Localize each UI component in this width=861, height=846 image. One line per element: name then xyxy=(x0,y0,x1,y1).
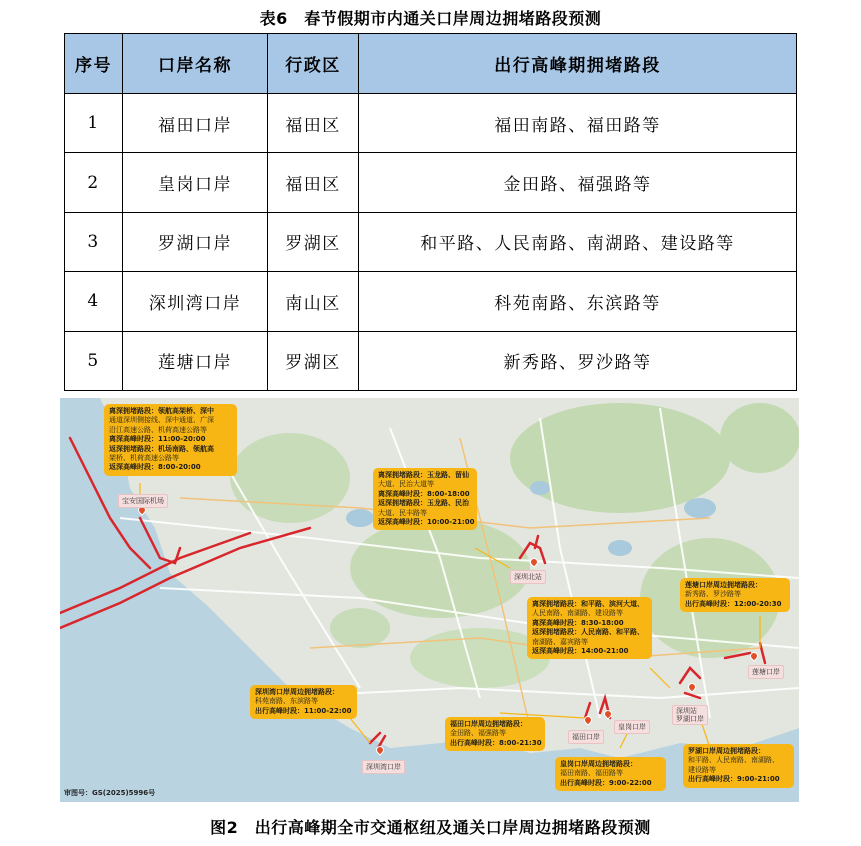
callout-line: 出行高峰时段：8:00-21:30 xyxy=(450,738,542,747)
callout-line: 架桥、机荷高速公路等 xyxy=(109,454,179,463)
callout-line: 科苑南路、东滨路等 xyxy=(255,697,318,706)
callout-line: 离深高峰时段：8:30-18:00 xyxy=(532,618,624,627)
cell-port: 福田口岸 xyxy=(123,94,268,153)
col-header-port: 口岸名称 xyxy=(123,34,268,94)
place-label-north-station: 深圳北站 xyxy=(510,570,546,584)
callout-line: 南湖路、嘉宾路等 xyxy=(532,637,588,646)
cell-port: 罗湖口岸 xyxy=(123,212,268,271)
reservoir xyxy=(684,498,716,518)
callout-line: 出行高峰时段：9:00-21:00 xyxy=(688,775,780,784)
map-approval-number: 审图号：GS(2025)5996号 xyxy=(64,789,156,797)
col-header-roads: 出行高峰期拥堵路段 xyxy=(359,34,797,94)
figure-caption: 图2 出行高峰期全市交通枢纽及通关口岸周边拥堵路段预测 xyxy=(210,818,651,837)
callout-line: 新秀路、罗沙路等 xyxy=(685,590,741,599)
callout-line: 离深拥堵路段：玉龙路、留仙 xyxy=(378,471,469,479)
cell-index: 5 xyxy=(65,331,123,390)
callout-line: 莲塘口岸周边拥堵路段： xyxy=(685,581,762,589)
callout-line: 出行高峰时段：9:00-22:00 xyxy=(560,778,652,787)
table-row xyxy=(65,94,797,153)
cell-port: 深圳湾口岸 xyxy=(123,272,268,331)
table-row xyxy=(65,153,797,212)
callout-luohu xyxy=(683,744,794,788)
callout-line: 离深高峰时段：8:00-18:00 xyxy=(378,489,470,498)
callout-line: 离深拥堵路段：和平路、滨河大道、 xyxy=(532,600,644,608)
callout-north-station xyxy=(373,468,477,530)
reservoir xyxy=(530,481,550,495)
table-row xyxy=(65,331,797,390)
table-header-row xyxy=(65,34,797,94)
reservoir xyxy=(346,509,374,527)
place-label-luohu: 深圳站 罗湖口岸 xyxy=(672,705,708,725)
callout-line: 皇岗口岸周边拥堵路段： xyxy=(560,760,637,768)
cell-roads: 金田路、福强路等 xyxy=(359,153,797,212)
cell-district: 罗湖区 xyxy=(268,212,359,271)
col-header-district: 行政区 xyxy=(268,34,359,94)
cell-district: 南山区 xyxy=(268,272,359,331)
table-row xyxy=(65,272,797,331)
callout-line: 出行高峰时段：12:00-20:30 xyxy=(685,599,782,608)
place-label-liantang: 莲塘口岸 xyxy=(748,665,784,679)
cell-index: 1 xyxy=(65,94,123,153)
callout-line: 罗湖口岸周边拥堵路段： xyxy=(688,747,765,755)
callout-line: 福田南路、福田路等 xyxy=(560,769,623,778)
callout-line: 沿江高速公路、机荷高速公路等 xyxy=(109,425,207,434)
callout-line: 福田口岸周边拥堵路段： xyxy=(450,720,527,728)
callout-line: 大道、民治大道等 xyxy=(378,480,434,489)
callout-line: 返深高峰时段：14:00-21:00 xyxy=(532,647,629,656)
cell-index: 3 xyxy=(65,212,123,271)
cell-district: 罗湖区 xyxy=(268,331,359,390)
hill xyxy=(330,608,390,648)
callout-line: 金田路、福强路等 xyxy=(450,729,506,738)
reservoir xyxy=(608,540,632,556)
hill xyxy=(350,518,530,618)
hill xyxy=(510,403,730,513)
hill xyxy=(230,433,350,523)
callout-huanggang xyxy=(555,757,666,791)
cell-roads: 和平路、人民南路、南湖路、建设路等 xyxy=(359,212,797,271)
callout-line: 出行高峰时段：11:00-22:00 xyxy=(255,706,352,715)
place-label-futian: 福田口岸 xyxy=(568,730,604,744)
callout-luohu-station xyxy=(527,597,652,659)
cell-district: 福田区 xyxy=(268,153,359,212)
cell-roads: 福田南路、福田路等 xyxy=(359,94,797,153)
place-label-shenzhenwan: 深圳湾口岸 xyxy=(362,760,405,774)
callout-shenzhenwan xyxy=(250,685,357,719)
port-congestion-table xyxy=(64,33,797,391)
callout-line: 大道、民丰路等 xyxy=(378,508,427,517)
callout-futian xyxy=(445,717,545,751)
callout-line: 人民南路、南湖路、建设路等 xyxy=(532,609,623,618)
callout-line: 返深高峰时段：10:00-21:00 xyxy=(378,518,475,527)
table-row xyxy=(65,212,797,271)
callout-line: 返深拥堵路段：人民南路、和平路、 xyxy=(532,628,644,637)
hill xyxy=(720,403,799,473)
cell-index: 4 xyxy=(65,272,123,331)
callout-line: 返深拥堵路段：机场南路、领航高 xyxy=(109,444,214,453)
cell-district: 福田区 xyxy=(268,94,359,153)
callout-line: 离深拥堵路段：领航高架桥、深中 xyxy=(109,407,214,415)
callout-line: 返深高峰时段：8:00-20:00 xyxy=(109,463,201,472)
callout-line: 和平路、人民南路、南湖路、 xyxy=(688,756,779,765)
cell-index: 2 xyxy=(65,153,123,212)
place-label-airport: 宝安国际机场 xyxy=(118,494,168,508)
table-title: 表6 春节假期市内通关口岸周边拥堵路段预测 xyxy=(259,9,602,28)
cell-roads: 新秀路、罗沙路等 xyxy=(359,331,797,390)
place-label-huanggang: 皇岗口岸 xyxy=(614,720,650,734)
congestion-map xyxy=(60,398,799,802)
callout-line: 返深拥堵路段：玉龙路、民治 xyxy=(378,499,469,508)
cell-port: 莲塘口岸 xyxy=(123,331,268,390)
callout-line: 建设路等 xyxy=(688,765,716,774)
callout-line: 离深高峰时段：11:00-20:00 xyxy=(109,435,206,444)
callout-airport xyxy=(104,404,237,476)
cell-roads: 科苑南路、东滨路等 xyxy=(359,272,797,331)
callout-liantang xyxy=(680,578,790,612)
callout-line: 通道深圳侧接线、深中通道、广深 xyxy=(109,416,214,425)
callout-line: 深圳湾口岸周边拥堵路段： xyxy=(255,688,339,696)
cell-port: 皇岗口岸 xyxy=(123,153,268,212)
col-header-index: 序号 xyxy=(65,34,123,94)
